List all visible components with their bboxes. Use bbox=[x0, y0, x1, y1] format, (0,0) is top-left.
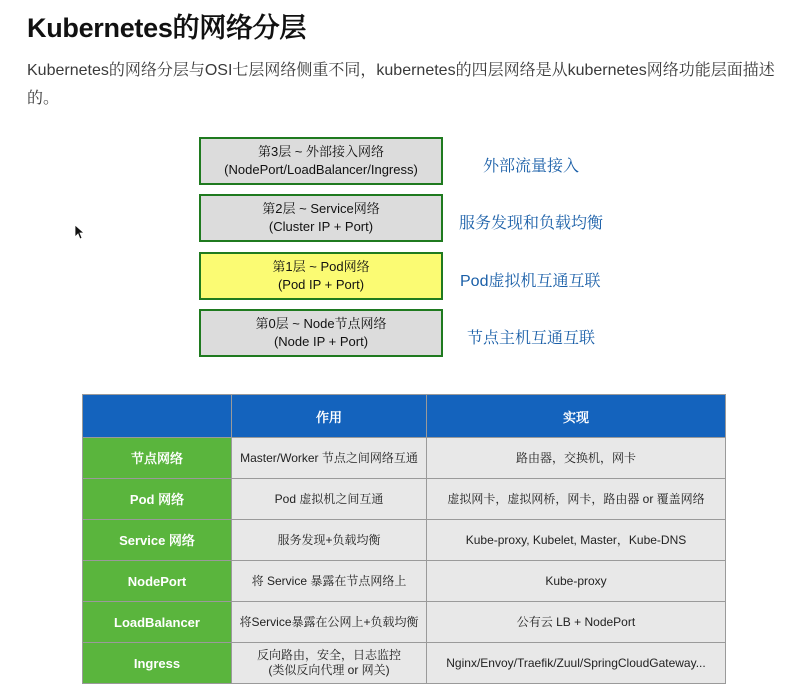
row-name: Ingress bbox=[83, 643, 232, 684]
row-impl: Kube-proxy, Kubelet, Master，Kube-DNS bbox=[427, 520, 726, 561]
layer-2-box bbox=[199, 194, 443, 242]
layer-0-note: 节点主机互通互联 bbox=[467, 330, 596, 347]
row-role-line: (类似反向代理 or 网关) bbox=[268, 663, 390, 677]
header-cell-impl: 实现 bbox=[427, 395, 726, 438]
layer-0-box bbox=[199, 309, 443, 357]
row-name: Service 网络 bbox=[83, 520, 232, 561]
mouse-pointer-icon bbox=[74, 224, 84, 240]
network-comparison-table bbox=[82, 394, 726, 684]
row-role: Pod 虚拟机之间互通 bbox=[232, 479, 427, 520]
layer-2-title: 第2层 ~ Service网络 bbox=[262, 201, 380, 216]
layer-3-box bbox=[199, 137, 443, 185]
row-impl: Kube-proxy bbox=[427, 561, 726, 602]
row-impl: 路由器，交换机，网卡 bbox=[427, 438, 726, 479]
table-row bbox=[83, 479, 726, 520]
layer-1-title: 第1层 ~ Pod网络 bbox=[272, 259, 370, 274]
row-role: Master/Worker 节点之间网络互通 bbox=[232, 438, 427, 479]
layer-2-detail: (Cluster IP + Port) bbox=[268, 219, 374, 234]
layer-3-note: 外部流量接入 bbox=[483, 158, 580, 175]
page-title: Kubernetes的网络分层 bbox=[27, 13, 307, 43]
row-impl: 公有云 LB + NodePort bbox=[427, 602, 726, 643]
row-role: 将 Service 暴露在节点网络上 bbox=[232, 561, 427, 602]
row-impl: 虚拟网卡，虚拟网桥，网卡，路由器 or 覆盖网络 bbox=[427, 479, 726, 520]
table-row bbox=[83, 643, 726, 684]
layer-0-detail: (Node IP + Port) bbox=[273, 334, 369, 349]
layer-1-box bbox=[199, 252, 443, 300]
layer-2-note: 服务发现和负载均衡 bbox=[459, 215, 604, 232]
header-cell-network bbox=[83, 395, 232, 438]
layer-1-detail: (Pod IP + Port) bbox=[277, 277, 365, 292]
layer-3-title: 第3层 ~ 外部接入网络 bbox=[257, 144, 385, 159]
row-role: 将Service暴露在公网上+负载均衡 bbox=[232, 602, 427, 643]
table-header-row bbox=[83, 395, 726, 438]
row-name: NodePort bbox=[83, 561, 232, 602]
row-role-line: 反向路由，安全，日志监控 bbox=[256, 648, 401, 662]
table-row bbox=[83, 561, 726, 602]
table-row bbox=[83, 438, 726, 479]
intro-paragraph: Kubernetes的网络分层与OSI七层网络侧重不同，kubernetes的四层网络是从kubernetes网络功能层面描述的。 bbox=[27, 62, 775, 107]
row-name: LoadBalancer bbox=[83, 602, 232, 643]
row-role: 服务发现+负载均衡 bbox=[232, 520, 427, 561]
layer-1-note: Pod虚拟机互通互联 bbox=[460, 273, 601, 290]
row-impl: Nginx/Envoy/Traefik/Zuul/SpringCloudGateway... bbox=[427, 643, 726, 684]
table-row bbox=[83, 520, 726, 561]
row-name: 节点网络 bbox=[83, 438, 232, 479]
layer-0-title: 第0层 ~ Node节点网络 bbox=[255, 316, 387, 331]
header-cell-role: 作用 bbox=[232, 395, 427, 438]
table-row bbox=[83, 602, 726, 643]
row-role bbox=[232, 643, 427, 684]
row-name: Pod 网络 bbox=[83, 479, 232, 520]
layer-3-detail: (NodePort/LoadBalancer/Ingress) bbox=[224, 162, 418, 177]
